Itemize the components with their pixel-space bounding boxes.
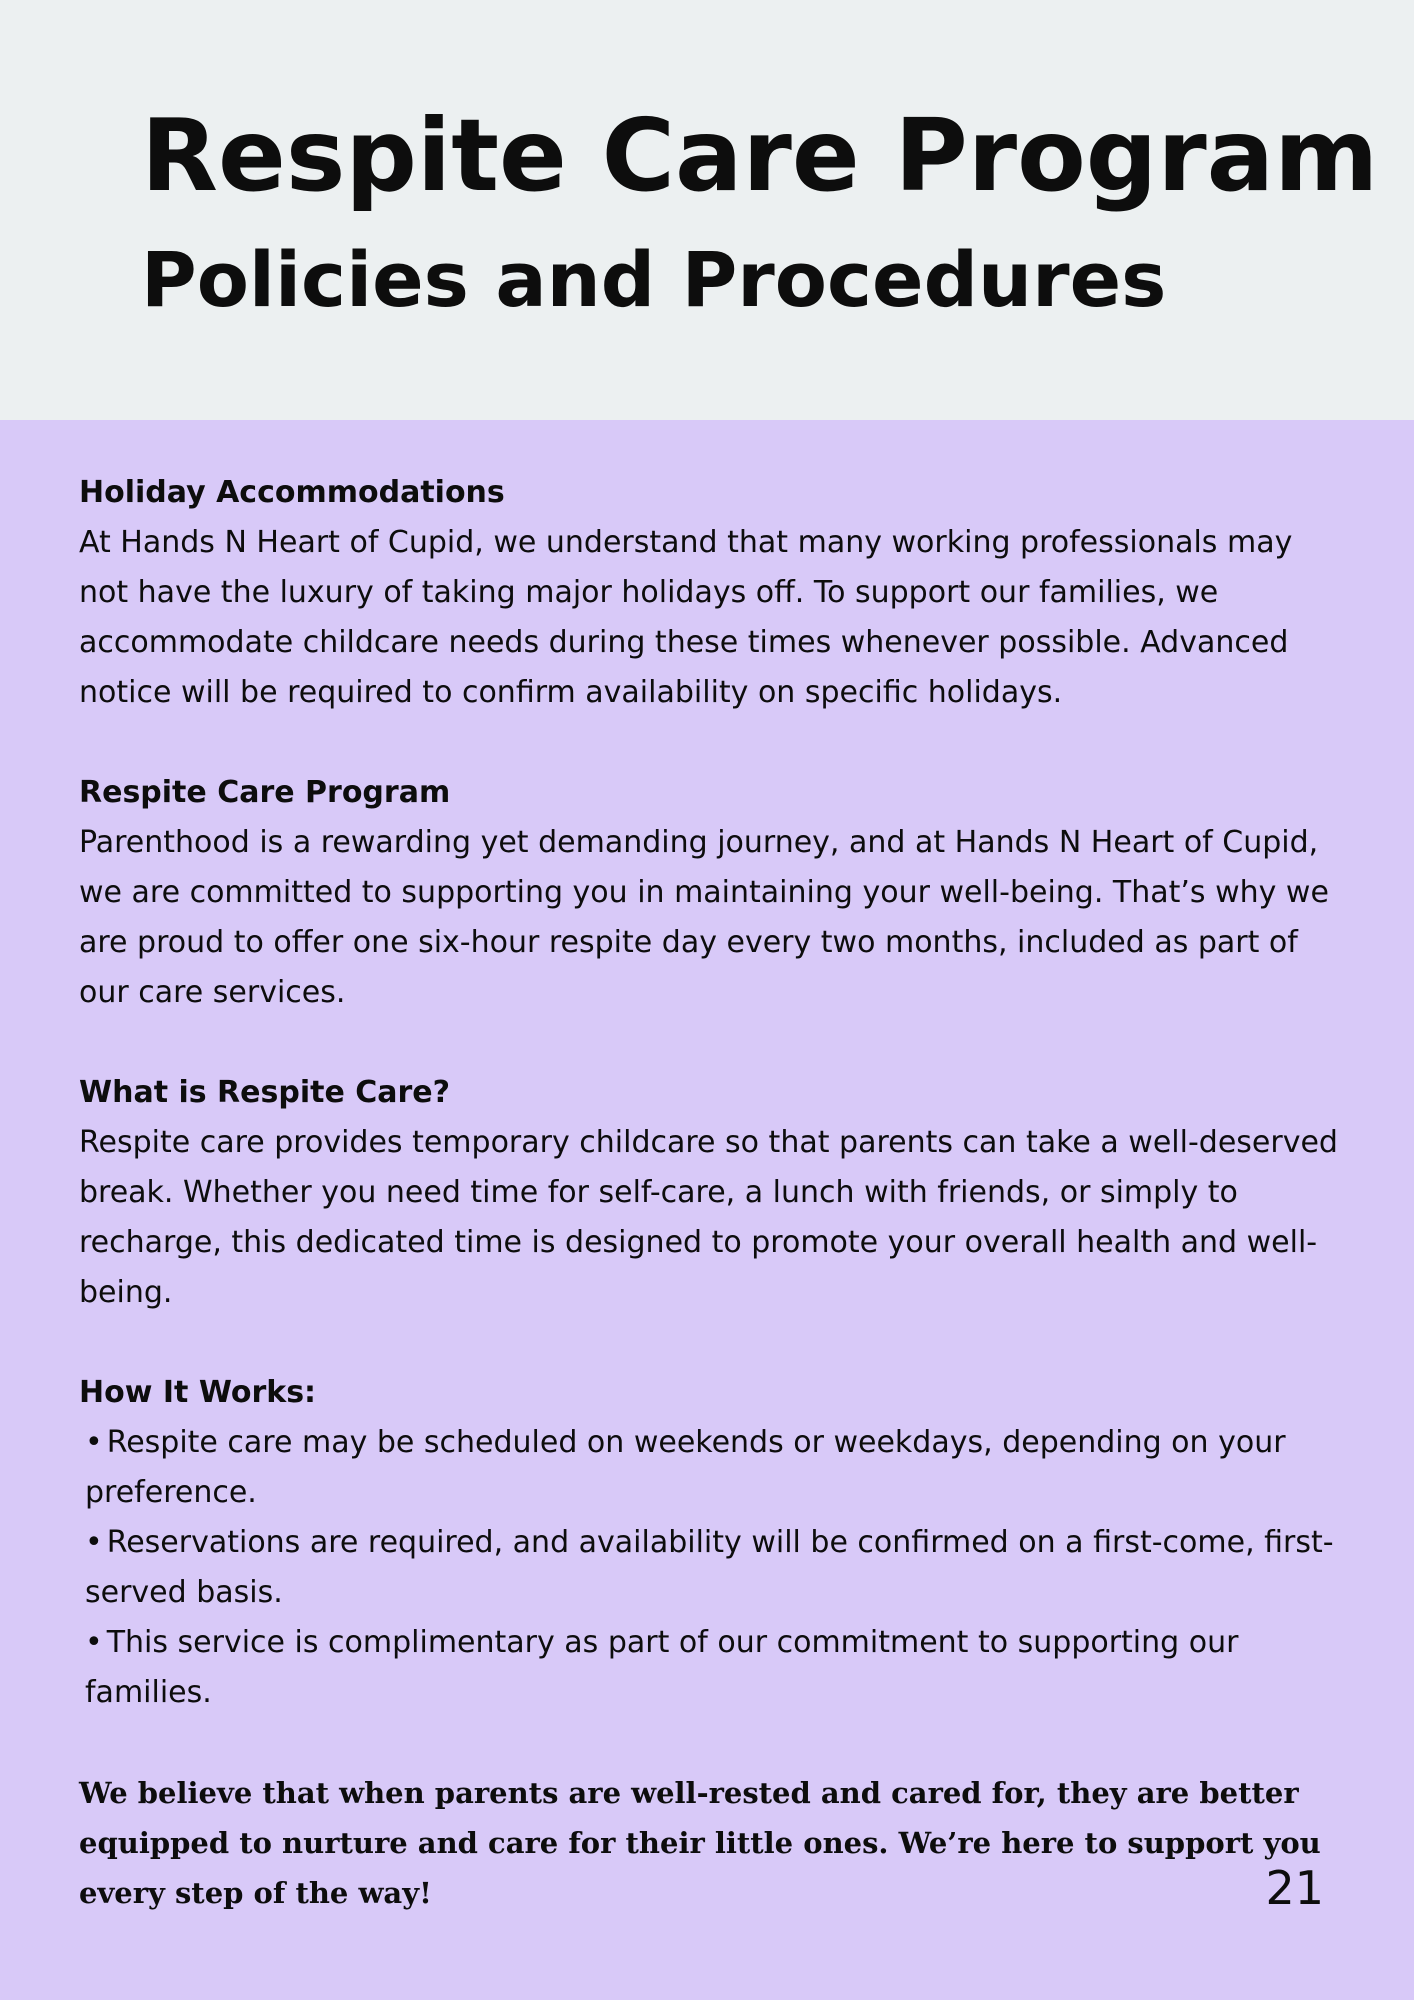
section-heading: Holiday Accommodations bbox=[79, 475, 505, 510]
section-heading: What is Respite Care? bbox=[79, 1075, 451, 1110]
closing-statement: We believe that when parents are well-rested and cared for, they are better equipped to nurture and care for their little ones. We’re here to support you every step of the way! bbox=[79, 1776, 1321, 1910]
section-heading: Respite Care Program bbox=[79, 775, 451, 810]
document-body bbox=[79, 468, 1339, 1918]
list-item bbox=[79, 1618, 1339, 1718]
section-heading: How It Works: bbox=[79, 1375, 317, 1410]
list-item-text: This service is complimentary as part of our commitment to supporting our families. bbox=[85, 1625, 1239, 1710]
how-it-works-list bbox=[79, 1418, 1339, 1718]
section-respite-care-program bbox=[79, 768, 1339, 1018]
section-holiday-accommodations bbox=[79, 468, 1339, 718]
section-paragraph: Respite care provides temporary childcare so that parents can take a well-deserved break. Whether you need time for self-care, a lunch with friends, or simply to recharge, this dedicated time is designed to promote your overall health and well-being. bbox=[79, 1125, 1338, 1310]
page-header bbox=[0, 0, 1414, 420]
list-item bbox=[79, 1518, 1339, 1618]
section-paragraph: Parenthood is a rewarding yet demanding journey, and at Hands N Heart of Cupid, we are committed to supporting you in maintaining your well-being. That’s why we are proud to offer one six-hour respite day every two months, included as part of our care services. bbox=[79, 825, 1329, 1010]
section-what-is-respite-care bbox=[79, 1068, 1339, 1318]
page-number: 21 bbox=[1265, 1861, 1324, 1915]
list-item bbox=[79, 1418, 1339, 1518]
bullet-icon: • bbox=[85, 1525, 103, 1560]
bullet-icon: • bbox=[85, 1625, 103, 1660]
list-item-text: Respite care may be scheduled on weekends or weekdays, depending on your preference. bbox=[85, 1425, 1286, 1510]
list-item-text: Reservations are required, and availability will be confirmed on a first-come, first-served basis. bbox=[85, 1525, 1334, 1610]
bullet-icon: • bbox=[85, 1425, 103, 1460]
page-title: Respite Care Program bbox=[141, 97, 1379, 214]
section-how-it-works bbox=[79, 1368, 1339, 1718]
page-subtitle: Policies and Procedures bbox=[141, 235, 1167, 324]
section-paragraph: At Hands N Heart of Cupid, we understand that many working professionals may not have the luxury of taking major holidays off. To support our families, we accommodate childcare needs during these times whenever possible. Advanced notice will be required to confirm availability on specific holidays. bbox=[79, 525, 1293, 710]
